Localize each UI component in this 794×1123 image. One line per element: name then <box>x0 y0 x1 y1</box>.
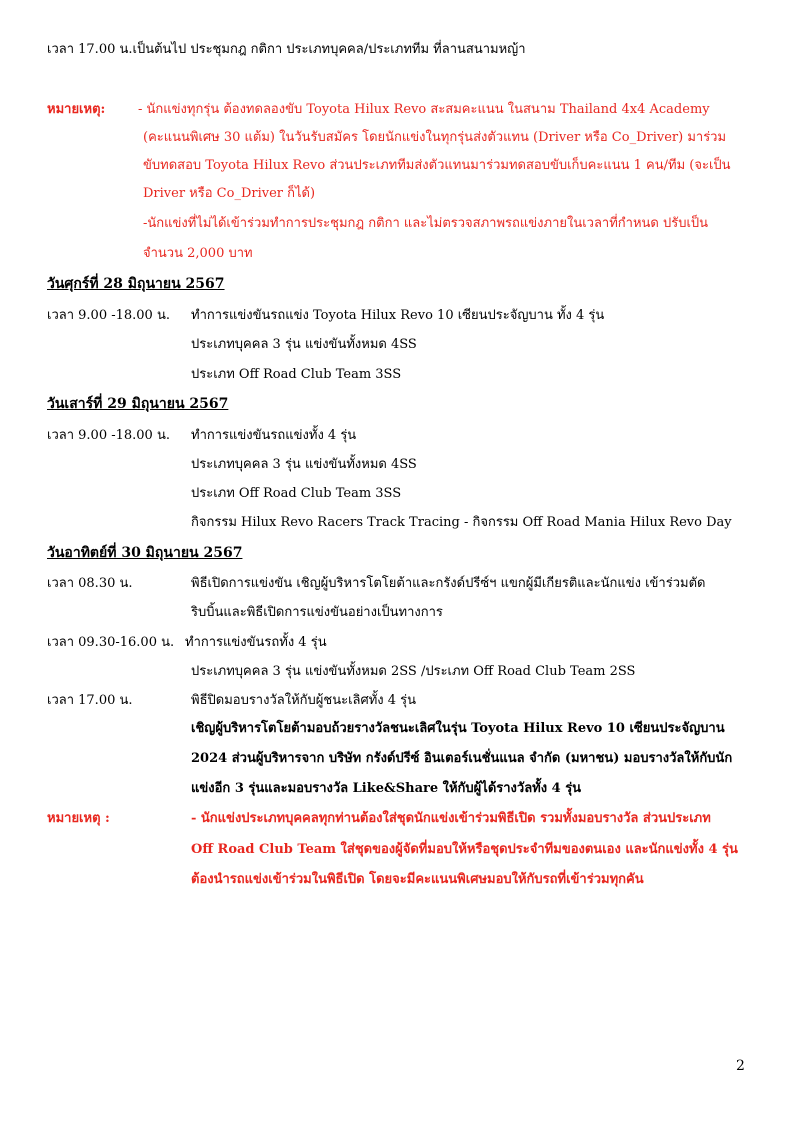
sunday-t1-line-1: พิธีเปิดการแข่งขัน เชิญผู้บริหารโตโยต้าและกรังด์ปรีซ์ฯ แขกผู้มีเกียรติและนักแข่ง เข้าร่วมตัด <box>191 576 706 591</box>
saturday-header: วันเสาร์ที่ 29 มิถุนายน 2567 <box>47 396 229 412</box>
note1-label: หมายเหตุ: <box>47 102 106 117</box>
note1-line-1: - นักแข่งทุกรุ่น ต้องทดลองขับ Toyota Hilux Revo สะสมคะแนน ในสนาม Thailand 4x4 Academy <box>138 102 710 117</box>
saturday-line-2: ประเภทบุคคล 3 รุ่น แข่งขันทั้งหมด 4SS <box>191 457 417 472</box>
note2-label: หมายเหตุ : <box>47 811 110 826</box>
sunday-t3-line-3: 2024 ส่วนผู้บริหารจาก บริษัท กรังด์ปรีซ์ อินเตอร์เนชั่นแนล จำกัด (มหาชน) มอบรางวัลให้กับนัก <box>191 751 733 766</box>
note1-line-6: จำนวน 2,000 บาท <box>143 246 253 261</box>
sunday-header: วันอาทิตย์ที่ 30 มิถุนายน 2567 <box>47 545 243 561</box>
sunday-t1-line-2: ริบบิ้นและพิธีเปิดการแข่งขันอย่างเป็นทางการ <box>191 605 443 620</box>
note2-line-2: Off Road Club Team ใส่ชุดของผู้จัดที่มอบให้หรือชุดประจำทีมของตนเอง และนักแข่งทั้ง 4 รุ่น <box>191 842 738 857</box>
saturday-time: เวลา 9.00 -18.00 น. <box>47 428 170 443</box>
saturday-line-3: ประเภท Off Road Club Team 3SS <box>191 486 402 501</box>
note1-line-4: Driver หรือ Co_Driver ก็ได้) <box>143 186 316 201</box>
friday-line-1: ทำการแข่งขันรถแข่ง Toyota Hilux Revo 10 เซียนประจัญบาน ทั้ง 4 รุ่น <box>191 308 605 323</box>
saturday-line-4: กิจกรรม Hilux Revo Racers Track Tracing - กิจกรรม Off Road Mania Hilux Revo Day <box>191 515 732 530</box>
note2-line-1: - นักแข่งประเภทบุคคลทุกท่านต้องใส่ชุดนักแข่งเข้าร่วมพิธีเปิด รวมทั้งมอบรางวัล ส่วนประเภท <box>191 811 711 826</box>
sunday-time-1: เวลา 08.30 น. <box>47 576 133 591</box>
sunday-t3-line-1: พิธีปิดมอบรางวัลให้กับผู้ชนะเลิศทั้ง 4 รุ่น <box>191 693 417 708</box>
saturday-line-1: ทำการแข่งขันรถแข่งทั้ง 4 รุ่น <box>191 428 357 443</box>
intro-line: เวลา 17.00 น.เป็นต้นไป ประชุมกฎ กติกา ประเภทบุคคล/ประเภททีม ที่ลานสนามหญ้า <box>47 42 526 57</box>
note1-line-3: ขับทดสอบ Toyota Hilux Revo ส่วนประเภททีมส่งตัวแทนมาร่วมทดสอบขับเก็บคะแนน 1 คน/ทีม (จะเป็น <box>143 158 731 173</box>
friday-header: วันศุกร์ที่ 28 มิถุนายน 2567 <box>47 276 225 292</box>
page-number: 2 <box>736 1058 745 1074</box>
sunday-time-3: เวลา 17.00 น. <box>47 693 133 708</box>
note1-line-2: (คะแนนพิเศษ 30 แต้ม) ในวันรับสมัคร โดยนักแข่งในทุกรุ่นส่งตัวแทน (Driver หรือ Co_Driver) มาร่วม <box>143 130 727 145</box>
friday-line-2: ประเภทบุคคล 3 รุ่น แข่งขันทั้งหมด 4SS <box>191 337 417 352</box>
sunday-time-2: เวลา 09.30-16.00 น. <box>47 635 175 650</box>
note1-line-5: -นักแข่งที่ไม่ได้เข้าร่วมทำการประชุมกฎ กติกา และไม่ตรวจสภาพรถแข่งภายในเวลาที่กำหนด ปรับเป็น <box>143 216 709 231</box>
sunday-t2-line-2: ประเภทบุคคล 3 รุ่น แข่งขันทั้งหมด 2SS /ประเภท Off Road Club Team 2SS <box>191 664 636 679</box>
friday-time: เวลา 9.00 -18.00 น. <box>47 308 170 323</box>
sunday-t2-line-1: ทำการแข่งขันรถทั้ง 4 รุ่น <box>185 635 327 650</box>
friday-line-3: ประเภท Off Road Club Team 3SS <box>191 367 402 382</box>
sunday-t3-line-2: เชิญผู้บริหารโตโยต้ามอบถ้วยรางวัลชนะเลิศในรุ่น Toyota Hilux Revo 10 เซียนประจัญบาน <box>191 721 725 736</box>
sunday-t3-line-4: แข่งอีก 3 รุ่นและมอบรางวัล Like&Share ให้กับผู้ได้รางวัลทั้ง 4 รุ่น <box>191 781 582 796</box>
note2-line-3: ต้องนำรถแข่งเข้าร่วมในพิธีเปิด โดยจะมีคะแนนพิเศษมอบให้กับรถที่เข้าร่วมทุกคัน <box>191 872 644 887</box>
